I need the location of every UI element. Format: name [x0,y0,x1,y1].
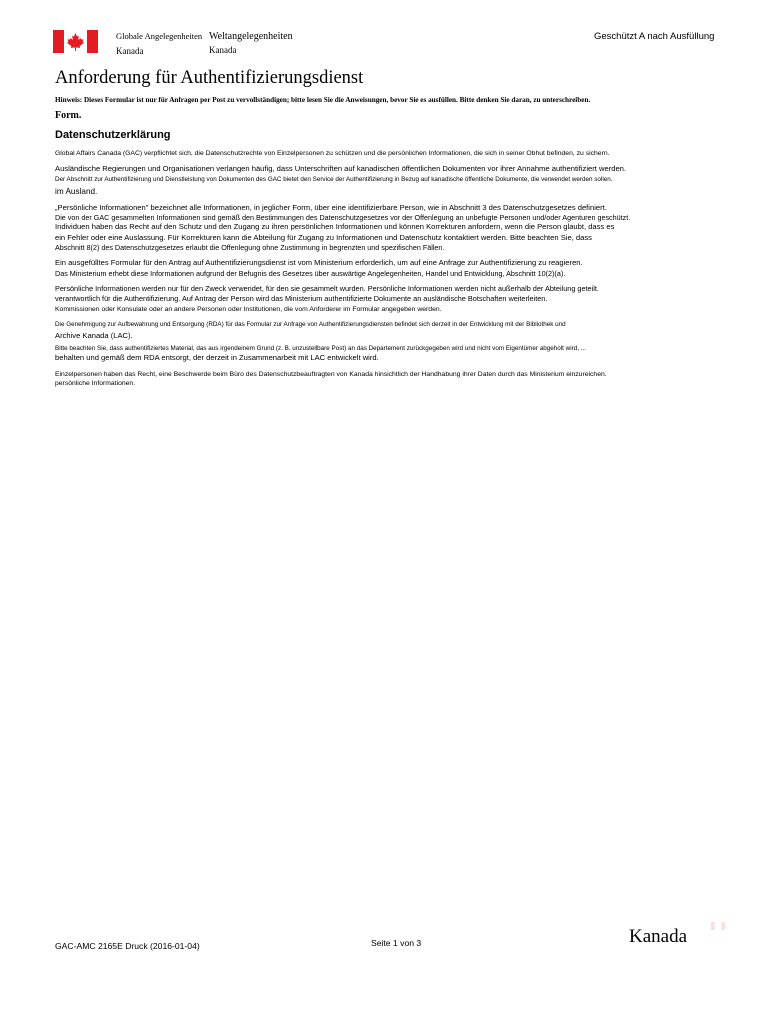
canada-flag-icon [53,30,98,53]
privacy-paragraph: Das Ministerium erhebt diese Informationen aufgrund der Befugnis des Gesetzes über auswärtige Angelegenheiten, Handel und Entwicklung, Abschnitt 10(2)(a). [55,268,566,278]
privacy-paragraph: Global Affairs Canada (GAC) verpflichtet sich, die Datenschutzrechte von Einzelpersonen zu schützen und die persönlichen Informationen, die sich in seiner Obhut befinden, zu sichern. [55,150,610,157]
privacy-paragraph: Die von der GAC gesammelten Informationen sind gemäß den Bestimmungen des Datenschutzgesetzes vor der Offenlegung an unbefugte Personen und/oder Agenturen geschützt. [55,213,631,222]
privacy-paragraph: ein Fehler oder eine Auslassung. Für Korrekturen kann die Abteilung für Zugang zu Informationen und Datenschutz kontaktiert werden. Bitte beachten Sie, dass [55,232,592,242]
protection-label: Geschützt A nach Ausfüllung [594,31,715,42]
page-number: Seite 1 von 3 [371,938,422,948]
privacy-paragraph: behalten und gemäß dem RDA entsorgt, der derzeit in Zusammenarbeit mit LAC entwickelt wird. [55,353,379,362]
department-name-en [116,31,202,57]
privacy-paragraph: Die Genehmigung zur Aufbewahrung und Entsorgung (RDA) für das Formular zur Anfrage von Authentifizierungsdiensten befindet sich derzeit in der Entwicklung mit der Bibliothek und [55,320,566,328]
privacy-paragraph: Bitte beachten Sie, dass authentifiziertes Material, das aus irgendeinem Grund (z. B. unzustellbare Post) an das Departement zurückgegeben wird und nicht vom Eigentümer abgeholt wird, ... [55,345,586,352]
form-note: Hinweis: Dieses Formular ist nur für Anfragen per Post zu vervollständigen; bitte lesen Sie die Anweisungen, bevor Sie es ausfüllen. Bitte denken Sie daran, zu unterschreiben. [55,96,591,104]
form-code: GAC-AMC 2165E Druck (2016-01-04) [55,941,200,951]
canada-wordmark: Kanada [629,926,688,947]
privacy-paragraph: im Ausland. [55,186,98,196]
canada-wordmark-flag-icon [711,922,725,930]
department-name-de-line1: Weltangelegenheiten [209,31,293,42]
department-name-de [209,31,293,56]
privacy-paragraph: verantwortlich für die Authentifizierung. Auf Antrag der Person wird das Ministerium authentifizierte Dokumente an ausländische Botschaften weiterleiten. [55,294,548,303]
privacy-paragraph: Individuen haben das Recht auf den Schutz und den Zugang zu ihren persönlichen Informationen und können Korrekturen anfordern, wenn die Person glaubt, dass es [55,222,615,231]
privacy-paragraph: Ausländische Regierungen und Organisationen verlangen häufig, dass Unterschriften auf kanadischen öffentlichen Dokumenten vor ihrer Annahme authentifiziert werden. [55,164,627,173]
privacy-paragraph: Abschnitt 8(2) des Datenschutzgesetzes erlaubt die Offenlegung ohne Zustimmung in begrenzten und spezifischen Fällen. [55,243,445,252]
privacy-paragraph: „Persönliche Informationen" bezeichnet alle Informationen, in jeglicher Form, über eine identifizierbare Person, wie in Abschnitt 3 des Datenschutzgesetzes definiert. [55,202,607,212]
form-title: Anforderung für Authentifizierungsdienst [55,68,364,88]
department-name-line1: Globale Angelegenheiten [116,31,203,41]
privacy-paragraph: Kommissionen oder Konsulate oder an andere Personen oder Institutionen, die vom Anforderer im Formular angegeben werden. [55,305,442,313]
form-label: Form. [55,110,82,121]
privacy-paragraph: Der Abschnitt zur Authentifizierung und Dienstleistung von Dokumenten des GAC bietet den Service der Authentifizierung in Bezug auf kanadische öffentliche Dokumente, die verwendet werden sollen. [55,175,613,183]
privacy-section-title: Datenschutzerklärung [55,129,171,141]
department-name-de-line2: Kanada [209,45,237,55]
privacy-paragraph: Einzelpersonen haben das Recht, eine Beschwerde beim Büro des Datenschutzbeauftragten von Kanada hinsichtlich der Handhabung ihrer Daten durch das Ministerium einzureichen. [55,370,607,378]
privacy-paragraph: Persönliche Informationen werden nur für den Zweck verwendet, für den sie gesammelt wurden. Persönliche Informationen werden nicht außerhalb der Abteilung geteilt. [55,283,599,293]
privacy-paragraph: Ein ausgefülltes Formular für den Antrag auf Authentifizierungsdienst ist vom Ministerium erforderlich, um auf eine Anfrage zur Authentifizierung zu reagieren. [55,258,583,267]
privacy-paragraph: Archive Kanada (LAC). [55,330,133,340]
privacy-statement [55,149,755,388]
department-name-line2: Kanada [116,46,144,56]
privacy-paragraph: persönliche Informationen. [55,379,136,387]
